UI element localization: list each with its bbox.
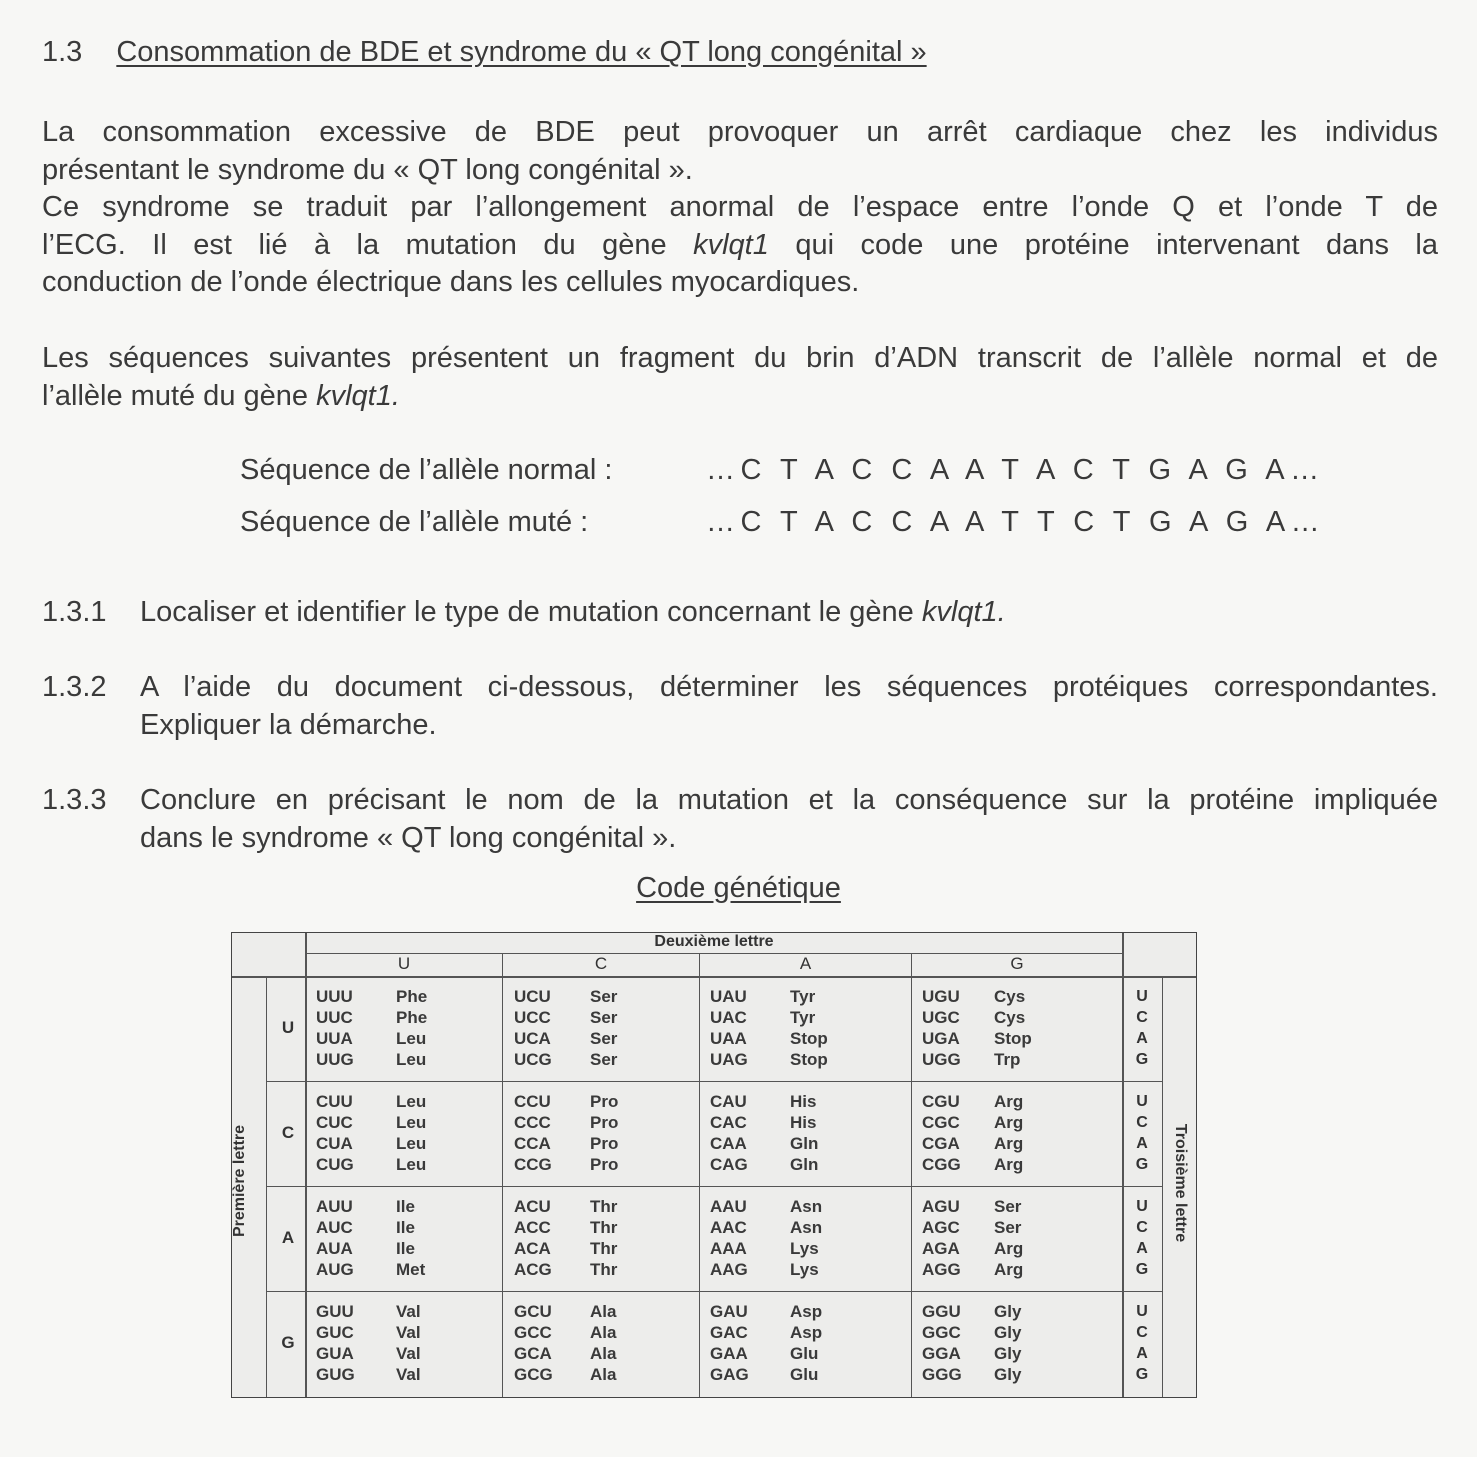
amino-acid: Cys — [994, 987, 1026, 1006]
codon-block — [922, 1091, 1023, 1175]
amino-acid: Trp — [994, 1050, 1021, 1069]
third-letter: A — [1136, 1345, 1148, 1362]
codon: GCA — [514, 1344, 552, 1363]
amino-acid: Ala — [590, 1344, 617, 1363]
third-letter: C — [1136, 1324, 1148, 1341]
codon-row — [514, 1364, 616, 1385]
codon: ACC — [514, 1218, 551, 1237]
amino-acid: Gly — [994, 1323, 1022, 1342]
codon-row — [514, 1301, 616, 1322]
codon: CGU — [922, 1092, 960, 1111]
codon-block — [514, 1091, 618, 1175]
codon-row — [922, 1238, 1023, 1259]
amino-acid: Glu — [790, 1365, 819, 1384]
question-line: Localiser et identifier le type de mutation concernant le gène — [140, 596, 914, 628]
codon-row — [922, 1217, 1023, 1238]
codon-block — [514, 1196, 617, 1280]
codon: GGG — [922, 1365, 962, 1384]
codon: UGG — [922, 1050, 961, 1069]
codon-block — [316, 986, 427, 1070]
table-rule — [266, 1186, 1162, 1187]
codon-row — [514, 1049, 617, 1070]
codon-row — [316, 1238, 425, 1259]
codon-row — [922, 1028, 1032, 1049]
third-letter: G — [1135, 1156, 1149, 1173]
codon: GCU — [514, 1302, 552, 1321]
amino-acid: Ser — [590, 987, 618, 1006]
third-letter: U — [1136, 1303, 1148, 1320]
intro-line: conduction de l’onde électrique dans les cellules myocardiques. — [42, 266, 860, 298]
question-line: dans le syndrome « QT long congénital ». — [140, 821, 677, 854]
codon-row — [514, 986, 617, 1007]
codon-row — [316, 1196, 425, 1217]
table-caption — [0, 872, 1477, 905]
codon: UGA — [922, 1029, 960, 1048]
sequences-intro-line: Les séquences suivantes présentent un fragment du brin d’ADN transcrit de l’allèle normal et de — [42, 342, 1438, 374]
amino-acid: Thr — [590, 1239, 618, 1258]
codon-row — [514, 1133, 618, 1154]
genetic-code-table — [231, 932, 1197, 1398]
third-letter: G — [1135, 1366, 1149, 1383]
question-line: Expliquer la démarche. — [140, 708, 437, 741]
column-header: U — [397, 954, 411, 973]
codon: UCC — [514, 1008, 551, 1027]
third-letter: A — [1136, 1240, 1148, 1257]
codon: GAA — [710, 1344, 748, 1363]
codon-row — [922, 1154, 1023, 1175]
codon-row — [922, 1133, 1023, 1154]
question-line: Conclure en précisant le nom de la mutation et la conséquence sur la protéine impliquée — [140, 784, 1438, 816]
codon-row — [514, 1028, 617, 1049]
codon-row — [922, 1091, 1023, 1112]
codon-row — [316, 1364, 421, 1385]
amino-acid: Ala — [590, 1323, 617, 1342]
amino-acid: Ser — [994, 1218, 1022, 1237]
table-rule — [911, 954, 912, 1397]
codon: GUC — [316, 1323, 354, 1342]
codon-row — [922, 1112, 1023, 1133]
codon: UCU — [514, 987, 551, 1006]
column-header: C — [594, 954, 608, 973]
codon-row — [922, 1301, 1021, 1322]
amino-acid: Met — [396, 1260, 426, 1279]
codon: UGC — [922, 1008, 960, 1027]
codon-row — [922, 1049, 1032, 1070]
codon: CAU — [710, 1092, 747, 1111]
amino-acid: Thr — [590, 1260, 618, 1279]
amino-acid: Ser — [590, 1029, 618, 1048]
amino-acid: Thr — [590, 1218, 618, 1237]
question-1-3-2 — [42, 669, 1438, 744]
codon-row — [710, 1154, 818, 1175]
codon-row — [514, 1154, 618, 1175]
section-title: Consommation de BDE et syndrome du « QT long congénital » — [116, 36, 927, 68]
question-text — [140, 594, 1438, 632]
codon-block — [922, 986, 1032, 1070]
codon-row — [316, 1301, 421, 1322]
codon: GUA — [316, 1344, 354, 1363]
amino-acid: Ser — [590, 1050, 618, 1069]
codon-block — [316, 1196, 425, 1280]
codon-row — [710, 1322, 822, 1343]
codon-row — [316, 1049, 427, 1070]
question-text — [140, 669, 1438, 744]
amino-acid: Glu — [790, 1344, 819, 1363]
codon-row — [316, 1322, 421, 1343]
amino-acid: Val — [396, 1302, 421, 1321]
intro-line-text: l’ECG. Il est lié à la mutation du gène — [42, 228, 667, 261]
table-caption-text: Code génétique — [636, 872, 841, 904]
amino-acid: His — [790, 1092, 817, 1111]
first-letter-A: A — [281, 1228, 295, 1247]
codon-row — [710, 1217, 822, 1238]
codon: CAC — [710, 1113, 747, 1132]
amino-acid: Ala — [590, 1365, 617, 1384]
amino-acid: Ile — [396, 1239, 415, 1258]
codon: AAA — [710, 1239, 747, 1258]
codon: UGU — [922, 987, 960, 1006]
codon-row — [316, 1028, 427, 1049]
codon: CUC — [316, 1113, 353, 1132]
amino-acid: Ser — [994, 1197, 1022, 1216]
codon-row — [922, 986, 1032, 1007]
third-letter: G — [1135, 1051, 1149, 1068]
codon-block — [922, 1301, 1021, 1385]
codon-row — [514, 1091, 618, 1112]
amino-acid: Leu — [396, 1092, 427, 1111]
codon-row — [710, 1343, 822, 1364]
intro-line: présentant le syndrome du « QT long congénital ». — [42, 153, 693, 186]
codon-row — [710, 1301, 822, 1322]
question-number: 1.3.3 — [42, 784, 107, 816]
third-letter-column — [1128, 1196, 1156, 1280]
sequence-value: …C T A C C A A T T C T G A G A… — [706, 506, 1326, 538]
amino-acid: Phe — [396, 1008, 428, 1027]
question-line: A l’aide du document ci-dessous, déterminer les séquences protéiques correspondantes. — [140, 671, 1438, 703]
codon-row — [922, 1259, 1023, 1280]
amino-acid: Thr — [590, 1197, 618, 1216]
codon: AUG — [316, 1260, 354, 1279]
amino-acid: Cys — [994, 1008, 1026, 1027]
third-letter: U — [1136, 1093, 1148, 1110]
codon-block — [710, 1091, 818, 1175]
codon: GAU — [710, 1302, 748, 1321]
table-rule — [699, 954, 700, 1397]
intro-line-gene — [42, 227, 1438, 265]
codon-row — [514, 1238, 617, 1259]
codon-row — [514, 1259, 617, 1280]
amino-acid: Asn — [790, 1218, 823, 1237]
codon: GGC — [922, 1323, 961, 1342]
codon-row — [316, 986, 427, 1007]
codon-row — [514, 1007, 617, 1028]
third-letter: A — [1136, 1030, 1148, 1047]
table-rule — [1122, 933, 1124, 1397]
codon-row — [514, 1322, 616, 1343]
question-number: 1.3.1 — [42, 596, 107, 628]
codon: AAU — [710, 1197, 747, 1216]
codon: CCA — [514, 1134, 551, 1153]
sequence-label: Séquence de l’allèle muté : — [240, 506, 589, 538]
amino-acid: Leu — [396, 1155, 427, 1174]
codon-row — [922, 1196, 1023, 1217]
codon: ACA — [514, 1239, 551, 1258]
sequence-value: …C T A C C A A T A C T G A G A… — [706, 454, 1325, 486]
codon: CGA — [922, 1134, 960, 1153]
amino-acid: Stop — [994, 1029, 1032, 1048]
codon-row — [316, 1091, 426, 1112]
table-rule — [502, 954, 503, 1397]
third-letter-column — [1128, 986, 1156, 1070]
codon: UAA — [710, 1029, 747, 1048]
gene-name: kvlqt1. — [316, 379, 400, 412]
codon-row — [316, 1217, 425, 1238]
codon: CGC — [922, 1113, 960, 1132]
table-rule — [266, 1291, 1162, 1292]
codon: CCC — [514, 1113, 551, 1132]
codon-row — [710, 1049, 828, 1070]
question-number: 1.3.2 — [42, 671, 107, 703]
codon-block — [710, 1301, 822, 1385]
question-text — [140, 782, 1438, 857]
codon-block — [710, 1196, 822, 1280]
codon: UUA — [316, 1029, 353, 1048]
table-rule — [232, 976, 1196, 978]
amino-acid: Gly — [994, 1365, 1022, 1384]
codon-row — [514, 1343, 616, 1364]
table-rule — [1162, 977, 1163, 1397]
intro-line-text: qui code une protéine intervenant dans la — [795, 228, 1439, 261]
amino-acid: Arg — [994, 1239, 1024, 1258]
codon-row — [710, 1133, 818, 1154]
codon-block — [710, 986, 828, 1070]
amino-acid: Pro — [590, 1155, 619, 1174]
amino-acid: Ala — [590, 1302, 617, 1321]
column-header: A — [799, 954, 812, 973]
intro-line: Ce syndrome se traduit par l’allongement anormal de l’espace entre l’onde Q et l’onde T de — [42, 191, 1438, 223]
codon-row — [922, 1322, 1021, 1343]
codon: CAG — [710, 1155, 748, 1174]
amino-acid: Val — [396, 1344, 421, 1363]
codon-row — [316, 1343, 421, 1364]
codon-block — [514, 986, 617, 1070]
question-1-3-3 — [42, 782, 1438, 857]
codon-row — [710, 1238, 822, 1259]
amino-acid: Gly — [994, 1302, 1022, 1321]
codon-row — [710, 1196, 822, 1217]
codon-row — [710, 1091, 818, 1112]
amino-acid: Stop — [790, 1050, 828, 1069]
third-letter: U — [1136, 1198, 1148, 1215]
codon-row — [514, 1196, 617, 1217]
codon: GGU — [922, 1302, 961, 1321]
amino-acid: Gln — [790, 1155, 819, 1174]
gene-name: kvlqt1 — [693, 228, 769, 261]
amino-acid: Asn — [790, 1197, 823, 1216]
codon-row — [316, 1112, 426, 1133]
second-letter-header: Deuxième lettre — [654, 933, 774, 950]
intro-line: La consommation excessive de BDE peut provoquer un arrêt cardiaque chez les individus — [42, 116, 1438, 148]
amino-acid: Arg — [994, 1113, 1024, 1132]
amino-acid: Leu — [396, 1134, 427, 1153]
codon: GCC — [514, 1323, 552, 1342]
amino-acid: His — [790, 1113, 817, 1132]
codon: AUC — [316, 1218, 353, 1237]
gene-name: kvlqt1. — [921, 596, 1006, 628]
third-letter: A — [1136, 1135, 1148, 1152]
codon-block — [316, 1301, 421, 1385]
amino-acid: Pro — [590, 1113, 619, 1132]
amino-acid: Arg — [994, 1260, 1024, 1279]
amino-acid: Pro — [590, 1092, 619, 1111]
first-letter-C: C — [281, 1123, 295, 1142]
codon: AGG — [922, 1260, 961, 1279]
amino-acid: Leu — [396, 1050, 427, 1069]
amino-acid: Arg — [994, 1155, 1024, 1174]
codon: UAG — [710, 1050, 748, 1069]
codon: UUU — [316, 987, 353, 1006]
codon: CUA — [316, 1134, 353, 1153]
codon: AGU — [922, 1197, 960, 1216]
amino-acid: Lys — [790, 1260, 819, 1279]
intro-paragraph — [42, 114, 1438, 302]
codon: CGG — [922, 1155, 961, 1174]
table-rule — [266, 1081, 1162, 1082]
third-letter: U — [1136, 988, 1148, 1005]
section-heading — [42, 36, 927, 69]
codon-row — [710, 1007, 828, 1028]
codon: CCU — [514, 1092, 551, 1111]
section-number: 1.3 — [42, 36, 83, 68]
codon: UAC — [710, 1008, 747, 1027]
codon-row — [922, 1343, 1021, 1364]
codon: ACG — [514, 1260, 552, 1279]
codon: AUA — [316, 1239, 353, 1258]
codon-row — [710, 1364, 822, 1385]
amino-acid: Gln — [790, 1134, 819, 1153]
amino-acid: Arg — [994, 1134, 1024, 1153]
codon-block — [514, 1301, 616, 1385]
codon: AAG — [710, 1260, 748, 1279]
first-letter-U: U — [281, 1018, 295, 1037]
codon: GGA — [922, 1344, 961, 1363]
codon: UUC — [316, 1008, 353, 1027]
codon-row — [922, 1364, 1021, 1385]
codon: CUU — [316, 1092, 353, 1111]
amino-acid: Gly — [994, 1344, 1022, 1363]
sequences-intro-paragraph — [42, 340, 1438, 415]
amino-acid: Val — [396, 1323, 421, 1342]
sequences-intro-text: l’allèle muté du gène — [42, 379, 309, 412]
amino-acid: Ile — [396, 1218, 415, 1237]
codon-row — [316, 1007, 427, 1028]
codon: GUU — [316, 1302, 354, 1321]
amino-acid: Arg — [994, 1092, 1024, 1111]
third-letter: C — [1136, 1009, 1148, 1026]
codon-row — [316, 1259, 425, 1280]
codon: AUU — [316, 1197, 353, 1216]
amino-acid: Tyr — [790, 1008, 816, 1027]
codon: AGA — [922, 1239, 960, 1258]
amino-acid: Pro — [590, 1134, 619, 1153]
codon: GCG — [514, 1365, 553, 1384]
amino-acid: Ser — [590, 1008, 618, 1027]
codon: GAC — [710, 1323, 748, 1342]
question-1-3-1 — [42, 594, 1438, 632]
amino-acid: Ile — [396, 1197, 415, 1216]
sequences-intro-line — [42, 378, 1438, 416]
codon: UAU — [710, 987, 747, 1006]
third-letter: C — [1136, 1114, 1148, 1131]
table-rule — [305, 933, 307, 1397]
codon-row — [514, 1112, 618, 1133]
first-letter-G: G — [281, 1333, 295, 1352]
codon: GUG — [316, 1365, 355, 1384]
amino-acid: Lys — [790, 1239, 819, 1258]
sequence-mutated — [240, 506, 1325, 539]
sequence-label: Séquence de l’allèle normal : — [240, 454, 613, 486]
codon-row — [316, 1133, 426, 1154]
codon: UUG — [316, 1050, 354, 1069]
codon: CAA — [710, 1134, 747, 1153]
third-letter-label-text: Troisième lettre — [1172, 1123, 1189, 1243]
table-rule — [266, 977, 267, 1397]
codon-row — [710, 1028, 828, 1049]
codon-block — [922, 1196, 1023, 1280]
codon: UCG — [514, 1050, 552, 1069]
third-letter: G — [1135, 1261, 1149, 1278]
codon: CCG — [514, 1155, 552, 1174]
amino-acid: Phe — [396, 987, 428, 1006]
amino-acid: Val — [396, 1365, 421, 1384]
codon-block — [316, 1091, 426, 1175]
codon-row — [514, 1217, 617, 1238]
codon: GAG — [710, 1365, 749, 1384]
third-letter-column — [1128, 1091, 1156, 1175]
codon: AAC — [710, 1218, 747, 1237]
amino-acid: Asp — [790, 1302, 823, 1321]
amino-acid: Tyr — [790, 987, 816, 1006]
codon: CUG — [316, 1155, 354, 1174]
codon-row — [316, 1154, 426, 1175]
codon-row — [710, 1112, 818, 1133]
codon: UCA — [514, 1029, 551, 1048]
amino-acid: Leu — [396, 1113, 427, 1132]
codon: ACU — [514, 1197, 551, 1216]
third-letter-column — [1128, 1301, 1156, 1385]
amino-acid: Leu — [396, 1029, 427, 1048]
sequence-normal — [240, 454, 1325, 487]
codon-row — [710, 986, 828, 1007]
column-header: G — [1010, 954, 1024, 973]
codon-row — [710, 1259, 822, 1280]
amino-acid: Stop — [790, 1029, 828, 1048]
first-letter-label-text: Première lettre — [231, 1124, 248, 1238]
codon-row — [922, 1007, 1032, 1028]
codon: AGC — [922, 1218, 960, 1237]
third-letter: C — [1136, 1219, 1148, 1236]
amino-acid: Asp — [790, 1323, 823, 1342]
